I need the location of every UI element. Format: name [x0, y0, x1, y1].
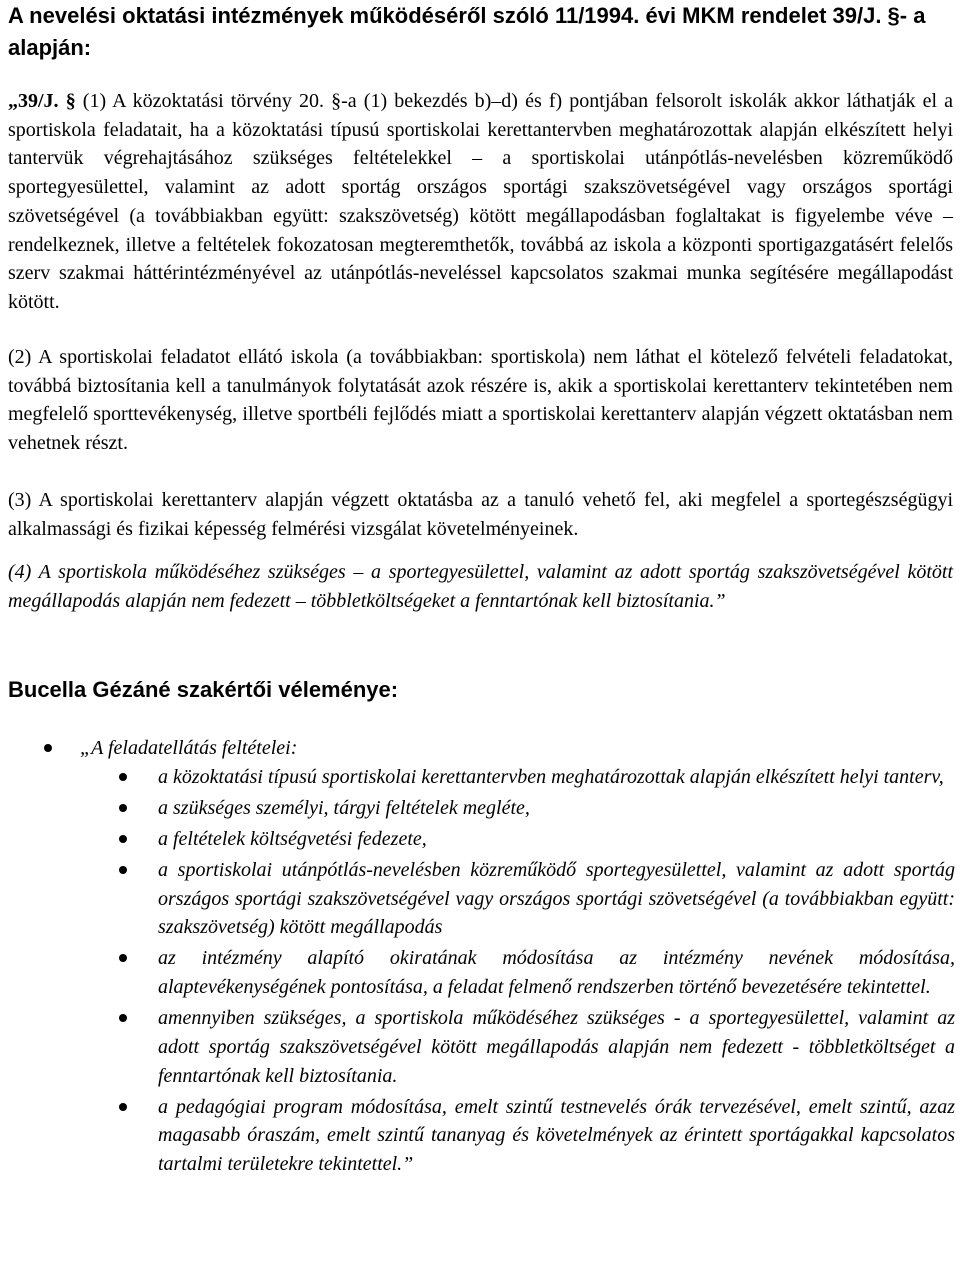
list-item-text: amennyiben szükséges, a sportiskola működéséhez szükséges - a sportegyesülettel, valamint az adott sportág szakszövetségével kötött megállapodás alapján nem fedezett - többletköltséget a fenntartónak kell biztosítania. [158, 1007, 955, 1087]
bullet-icon [119, 773, 127, 781]
bullet-icon [44, 744, 52, 752]
paragraph-1-section-sign: § [65, 90, 76, 112]
heading-text: A nevelési oktatási intézmények működéséről szóló 11/1994. évi MKM rendelet 39/J. §- a alapján: [8, 3, 926, 60]
paragraph-1 [8, 87, 953, 317]
opinion-intro-text: „A feladatellátás feltételei: [80, 737, 298, 759]
list-item-text: a szükséges személyi, tárgyi feltételek megléte, [158, 797, 530, 819]
list-item [0, 944, 955, 1001]
paragraph-1-body: (1) A közoktatási törvény 20. §-a (1) bekezdés b)–d) és f) pontjában felsorolt iskolák akkor láthatják el a sportiskola feladatait, ha a közoktatási típusú sportiskolai kerettantervben meghatározottak alapján elkészített helyi tantervük végrehajtásához szükséges feltételekkel – a sportiskolai utánpótlás-nevelésben közreműködő sportegyesülettel, valamint az adott sportág országos sportági szakszövetségével vagy országos sportági szövetségével (a továbbiakban együtt: szakszövetség) kötött megállapodásban foglaltakat is figyelembe véve – rendelkeznek, illetve a feltételek fokozatosan megteremthetők, továbbá az iskola a központi sportigazgatásért felelős szerv szakmai háttérintézményével az utánpótlás-neveléssel kapcsolatos szakmai munka segítésére megállapodást kötött. [8, 90, 953, 313]
list-item [0, 763, 955, 792]
paragraph-4: (4) A sportiskola működéséhez szükséges – a sportegyesülettel, valamint az adott sportág szakszövetségével kötött megállapodás alapján nem fedezett – többletköltségeket a fenntartónak kell biztosítania.” [8, 561, 953, 612]
bullet-icon [119, 1014, 127, 1022]
bullet-icon [119, 835, 127, 843]
list-item-text: a pedagógiai program módosítása, emelt szintű testnevelés órák tervezésével, emelt szintű, azaz magasabb óraszám, emelt szintű tananyag és követelmények az érintett sportágakkal kapcsolatos tartalmi területekre tekintettel.” [158, 1095, 955, 1175]
list-item [0, 1004, 955, 1090]
bullet-icon [119, 804, 127, 812]
bullet-icon [119, 1103, 127, 1111]
list-item-text: a sportiskolai utánpótlás-nevelésben közreműködő sportegyesülettel, valamint az adott sportág országos sportági szakszövetségével vagy országos sportági szövetségével (a továbbiakban együtt: szakszövetség) kötött megállapodás [158, 859, 955, 939]
list-item-text: a közoktatási típusú sportiskolai kerettantervben meghatározottak alapján elkészített helyi tanterv, [158, 766, 944, 788]
list-item [0, 825, 955, 854]
list-item [0, 1093, 955, 1179]
bullet-icon [119, 866, 127, 874]
paragraph-1-lead: „39/J. [8, 90, 59, 112]
document-heading [8, 0, 952, 64]
paragraph-2: (2) A sportiskolai feladatot ellátó iskola (a továbbiakban: sportiskola) nem láthat el kötelező felvételi feladatokat, továbbá biztosítania kell a tanulmányok folytatását azok részére is, akik a sportiskolai kerettanterv tekintetében nem megfelelő sporttevékenység, illetve sportbéli fejlődés miatt a sportiskolai kerettanterv alapján végzett oktatásban nem vehetnek részt. [8, 346, 953, 455]
list-item [0, 856, 955, 942]
expert-opinion-heading: Bucella Gézáné szakértői véleménye: [8, 677, 399, 702]
list-item [0, 794, 955, 823]
paragraph-3: (3) A sportiskolai kerettanterv alapján végzett oktatásba az a tanuló vehető fel, aki megfelel a sportegészségügyi alkalmassági és fizikai képesség felmérési vizsgálat követelményeinek. [8, 489, 953, 540]
bullet-icon [119, 954, 127, 962]
conditions-list [0, 763, 960, 1179]
list-item-text: az intézmény alapító okiratának módosítása az intézmény nevének módosítása, alaptevékenységének pontosítása, a feladat felmenő rendszerben történő bevezetésére tekintettel. [158, 947, 955, 999]
list-item-text: a feltételek költségvetési fedezete, [158, 828, 427, 850]
